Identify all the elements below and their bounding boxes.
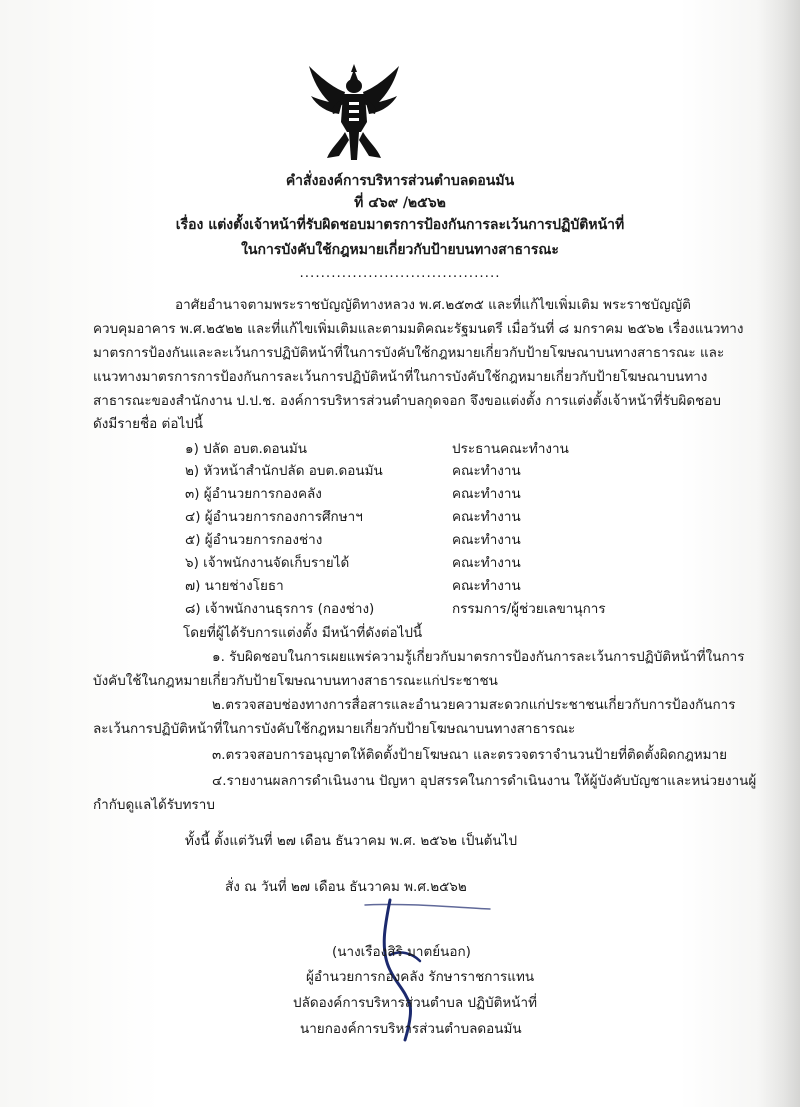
subject-line-2: ในการบังคับใช้กฎหมายเกี่ยวกับป้ายบนทางสาธารณะ bbox=[241, 242, 559, 258]
member-name: ๖) เจ้าพนักงานจัดเก็บรายได้ bbox=[185, 555, 350, 571]
signatory-position: ปลัดองค์การบริหารส่วนตำบล ปฏิบัติหน้าที่ bbox=[293, 995, 538, 1011]
duty-line: ๒.ตรวจสอบช่องทางการสื่อสารและอำนวยความสะดวกแก่ประชาชนเกี่ยวกับการป้องกันการ bbox=[212, 697, 736, 713]
member-role: กรรมการ/ผู้ช่วยเลขานุการ bbox=[452, 601, 606, 617]
duty-line: ๓.ตรวจสอบการอนุญาตให้ติดตั้งป้ายโฆษณา และตรวจตราจำนวนป้ายที่ติดตั้งผิดกฎหมาย bbox=[212, 747, 728, 763]
member-name: ๔) ผู้อำนวยการกองการศึกษาฯ bbox=[185, 509, 363, 525]
member-name: ๒) หัวหน้าสำนักปลัด อบต.ดอนมัน bbox=[185, 463, 383, 479]
member-role: คณะทำงาน bbox=[452, 532, 521, 548]
member-role: คณะทำงาน bbox=[452, 463, 521, 479]
duty-line: ๔.รายงานผลการดำเนินงาน ปัญหา อุปสรรคในการดำเนินงาน ให้ผู้บังคับบัญชาและหน่วยงานผู้ bbox=[212, 773, 757, 789]
duties-intro: โดยที่ผู้ได้รับการแต่งตั้ง มีหน้าที่ดังต่อไปนี้ bbox=[183, 625, 423, 641]
page-edge-shadow bbox=[758, 0, 800, 1107]
member-role: คณะทำงาน bbox=[452, 578, 521, 594]
member-role: คณะทำงาน bbox=[452, 555, 521, 571]
member-name: ๘) เจ้าพนักงานธุรการ (กองช่าง) bbox=[185, 601, 375, 617]
preamble-line: อาศัยอำนาจตามพระราชบัญญัติทางหลวง พ.ศ.๒๕๓๕ และที่แก้ไขเพิ่มเติม พระราชบัญญัติ bbox=[175, 297, 691, 313]
subject-line-1: เรื่อง แต่งตั้งเจ้าหน้าที่รับผิดชอบมาตรการป้องกันการละเว้นการปฏิบัติหน้าที่ bbox=[175, 217, 625, 233]
member-role: คณะทำงาน bbox=[452, 509, 521, 525]
preamble-line: แนวทางมาตรการการป้องกันการละเว้นการปฏิบัติหน้าที่ในการบังคับใช้กฎหมายเกี่ยวกับป้ายโฆษณาบนทาง bbox=[93, 369, 708, 385]
duty-line: ๑. รับผิดชอบในการเผยแพร่ความรู้เกี่ยวกับมาตรการป้องกันการละเว้นการปฏิบัติหน้าที่ในการ bbox=[212, 649, 745, 665]
signatory-name: (นางเรืองสิริ มาตย์นอก) bbox=[332, 944, 471, 960]
order-date: สั่ง ณ วันที่ ๒๗ เดือน ธันวาคม พ.ศ.๒๕๖๒ bbox=[225, 879, 467, 895]
preamble-line: สาธารณะของสำนักงาน ป.ป.ช. องค์การบริหารส่วนตำบลกุดจอก จึงขอแต่งตั้ง การแต่งตั้งเจ้าหน้าที่รับผิดชอบ bbox=[93, 393, 721, 409]
member-name: ๓) ผู้อำนวยการกองคลัง bbox=[185, 486, 322, 502]
member-name: ๑) ปลัด อบต.ดอนมัน bbox=[185, 441, 307, 457]
member-role: คณะทำงาน bbox=[452, 486, 521, 502]
preamble-line: ควบคุมอาคาร พ.ศ.๒๕๒๒ และที่แก้ไขเพิ่มเติมและตามมติคณะรัฐมนตรี เมื่อวันที่ ๘ มกราคม ๒๕๖๒ เรื่องแนวทาง bbox=[93, 321, 744, 337]
duty-line: บังคับใช้ในกฎหมายเกี่ยวกับป้ายโฆษณาบนทางสาธารณะแก่ประชาชน bbox=[93, 673, 498, 689]
preamble-line: มาตรการป้องกันและละเว้นการปฏิบัติหน้าที่ในการบังคับใช้กฎหมายเกี่ยวกับป้ายโฆษณาบนทางสาธารณะ และ bbox=[93, 345, 725, 361]
member-role: ประธานคณะทำงาน bbox=[452, 441, 569, 457]
order-title: คำสั่งองค์การบริหารส่วนตำบลดอนมัน bbox=[285, 173, 515, 189]
member-name: ๗) นายช่างโยธา bbox=[185, 578, 284, 594]
preamble-line: ดังมีรายชื่อ ต่อไปนี้ bbox=[93, 416, 204, 432]
signatory-position: นายกองค์การบริหารส่วนตำบลดอนมัน bbox=[300, 1021, 522, 1037]
header-separator: ...................................... bbox=[299, 265, 501, 281]
garuda-emblem-icon bbox=[305, 62, 403, 162]
duty-line: ละเว้นการปฏิบัติหน้าที่ในการบังคับใช้กฎหมายเกี่ยวกับป้ายโฆษณาบนทางสาธารณะ bbox=[93, 721, 576, 737]
duty-line: กำกับดูแลได้รับทราบ bbox=[93, 797, 215, 813]
order-number: ที่ ๔๖๙ /๒๕๖๒ bbox=[354, 195, 446, 211]
signatory-position: ผู้อำนวยการกองคลัง รักษาราชการแทน bbox=[306, 969, 535, 985]
member-name: ๕) ผู้อำนวยการกองช่าง bbox=[185, 532, 323, 548]
effective-date: ทั้งนี้ ตั้งแต่วันที่ ๒๗ เดือน ธันวาคม พ.ศ. ๒๕๖๒ เป็นต้นไป bbox=[185, 833, 518, 849]
